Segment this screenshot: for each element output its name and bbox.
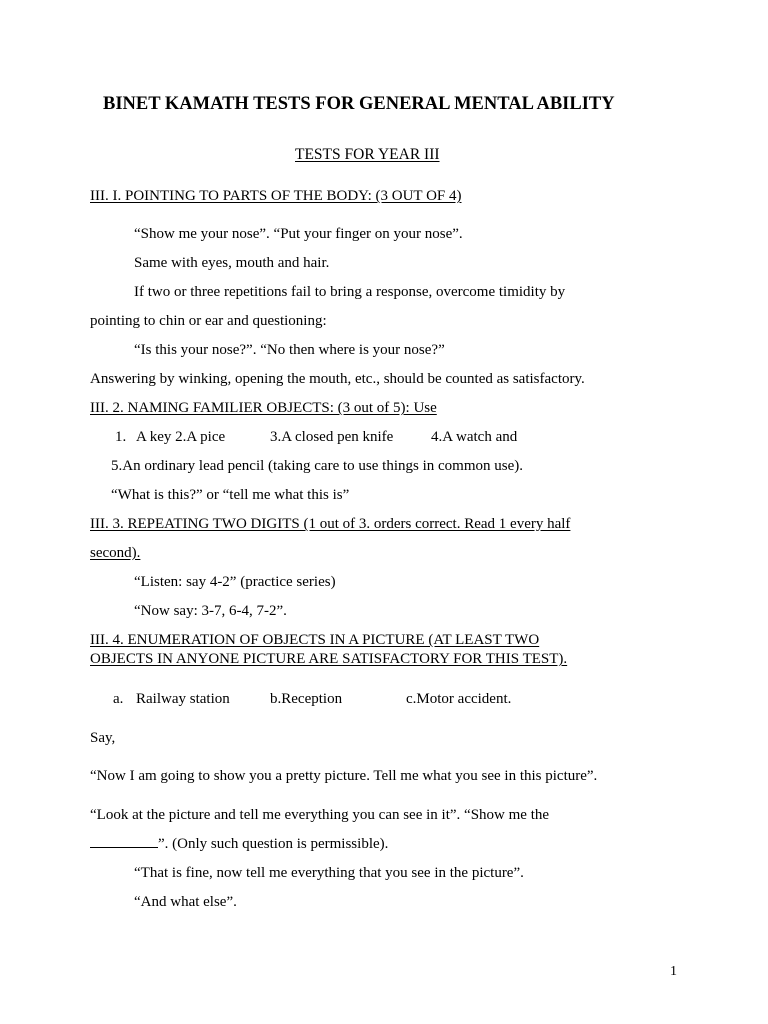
text-line: “And what else”. bbox=[134, 894, 237, 910]
section-heading: OBJECTS IN ANYONE PICTURE ARE SATISFACTORY FOR THIS TEST). bbox=[90, 651, 568, 667]
list-item: b.Reception bbox=[270, 691, 343, 707]
list-marker: a. bbox=[113, 691, 124, 707]
text-line: If two or three repetitions fail to bring a response, overcome timidity by bbox=[134, 284, 566, 300]
section-heading: III. 3. REPEATING TWO DIGITS (1 out of 3. orders correct. Read 1 every half bbox=[90, 516, 571, 532]
text-fragment: ”. (Only such question is permissible). bbox=[158, 836, 389, 852]
text-line: pointing to chin or ear and questioning: bbox=[90, 313, 327, 329]
section-heading: III. I. POINTING TO PARTS OF THE BODY: (3 OUT OF 4) bbox=[90, 188, 462, 204]
list-marker: 1. bbox=[115, 429, 127, 445]
text-line: “What is this?” or “tell me what this is” bbox=[111, 487, 350, 503]
page-title: BINET KAMATH TESTS FOR GENERAL MENTAL ABILITY bbox=[103, 94, 615, 114]
text-line: “Listen: say 4-2” (practice series) bbox=[134, 574, 336, 590]
text-line bbox=[90, 835, 388, 853]
text-line: Answering by winking, opening the mouth, etc., should be counted as satisfactory. bbox=[90, 371, 585, 387]
list-item: 4.A watch and bbox=[431, 429, 518, 445]
blank-line bbox=[90, 835, 158, 848]
list-item: A key 2.A pice bbox=[136, 429, 226, 445]
text-line: “Now say: 3-7, 6-4, 7-2”. bbox=[134, 603, 287, 619]
section-heading: second). bbox=[90, 545, 141, 561]
text-line: 5.An ordinary lead pencil (taking care to use things in common use). bbox=[111, 458, 523, 474]
section-heading: III. 4. ENUMERATION OF OBJECTS IN A PICTURE (AT LEAST TWO bbox=[90, 632, 540, 648]
page-number: 1 bbox=[670, 964, 677, 979]
text-line: “Now I am going to show you a pretty picture. Tell me what you see in this picture”. bbox=[90, 768, 598, 784]
text-line: “Show me your nose”. “Put your finger on your nose”. bbox=[134, 226, 463, 242]
text-line: “That is fine, now tell me everything that you see in the picture”. bbox=[134, 865, 524, 881]
list-item: 3.A closed pen knife bbox=[270, 429, 394, 445]
section-heading: III. 2. NAMING FAMILIER OBJECTS: (3 out of 5): Use bbox=[90, 400, 437, 416]
text-line: “Look at the picture and tell me everything you can see in it”. “Show me the bbox=[90, 807, 550, 823]
text-line: Same with eyes, mouth and hair. bbox=[134, 255, 330, 271]
list-item: c.Motor accident. bbox=[406, 691, 512, 707]
page-subtitle: TESTS FOR YEAR III bbox=[295, 146, 440, 163]
text-line: Say, bbox=[90, 730, 116, 746]
text-line: “Is this your nose?”. “No then where is your nose?” bbox=[134, 342, 445, 358]
list-item: Railway station bbox=[136, 691, 230, 707]
